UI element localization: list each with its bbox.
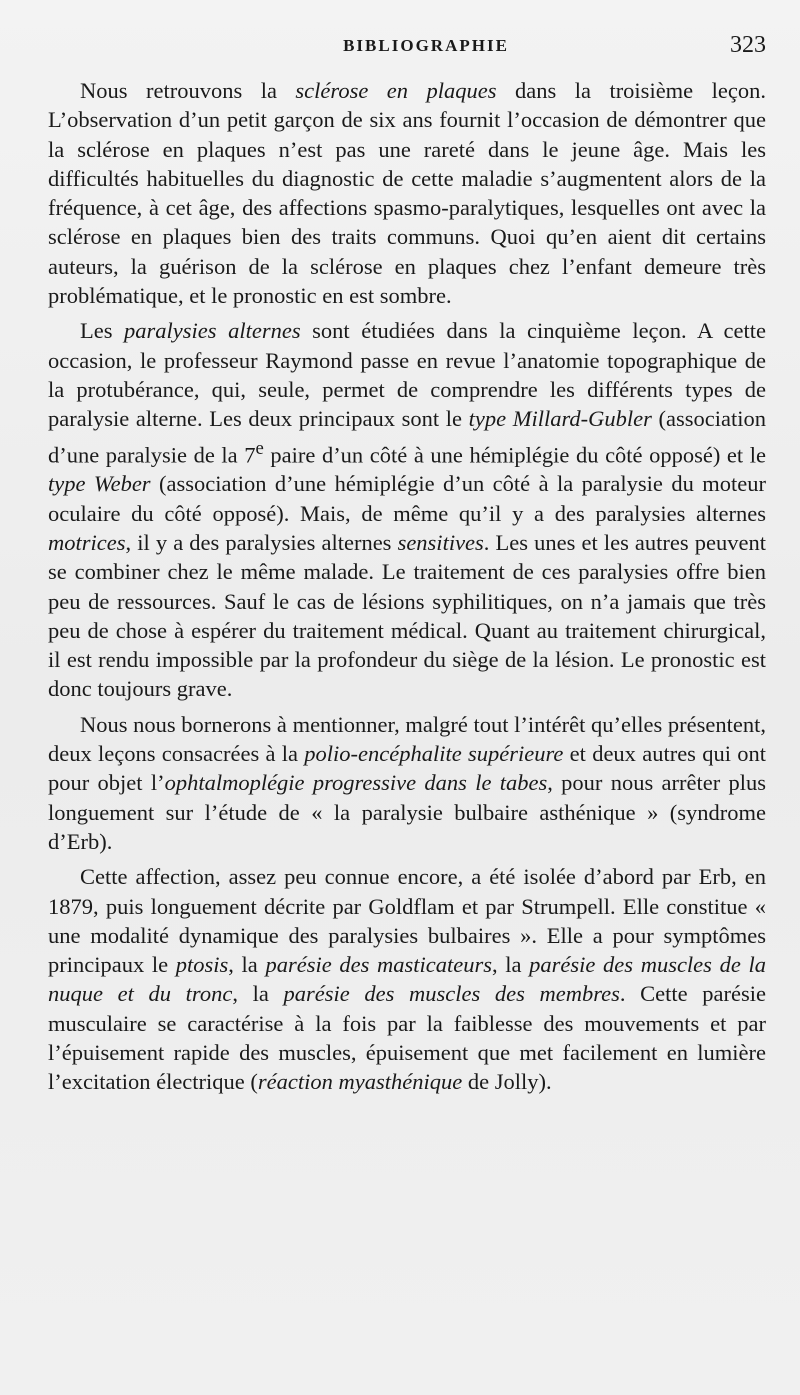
text-run: , pour nous arrêter plus longuement sur l’étude de « la paralysie bulbaire asthénique » (syndrome d’Erb).: [48, 770, 766, 854]
paragraph-polio-encephalite: [48, 710, 766, 856]
text-run: , la: [232, 981, 284, 1007]
italic-term: motrices: [48, 529, 126, 555]
italic-term: ptosis: [175, 952, 229, 978]
text-run: , la: [228, 952, 266, 978]
text-run: Cette affection, assez peu connue encore, a été isolée d’abord par Erb, en 1879, puis longuement décrite par Goldflam et par Strumpell. Elle constitue « une modalité dynamique des paralysies bulbaires ». Elle a pour symptômes principaux le: [48, 864, 766, 978]
italic-term: type Millard-Gubler: [468, 406, 652, 432]
text-run: paire d’un côté à une hémiplégie du côté opposé) et le: [263, 442, 766, 468]
italic-term: parésie des muscles des membres: [283, 981, 620, 1007]
text-run: . Les unes et les autres peuvent se combiner chez le même malade. Le traitement de ces paralysies offre bien peu de ressources. Sauf le cas de lésions syphilitiques, on n’a jamais que très peu de chose à espérer du traitement médical. Quant au traitement chirurgical, il est rendu impossible par la profondeur du siège de la lésion. Le pronostic est donc toujours grave.: [48, 529, 766, 702]
paragraph-sclerose: [48, 76, 766, 310]
italic-term: type Weber: [48, 471, 151, 497]
text-run: Nous retrouvons la: [80, 78, 296, 103]
italic-term: paralysies alternes: [124, 318, 301, 344]
page-number: 323: [730, 32, 766, 58]
italic-term: parésie des muscles de la nuque et du tronc: [48, 952, 766, 1007]
running-title: BIBLIOGRAPHIE: [343, 36, 509, 55]
text-run: . Cette parésie musculaire se caractérise à la fois par la faiblesse des mouvements et par l’épuisement rapide des muscles, épuisement que met facilement en lumière l’excitation électrique (: [48, 981, 766, 1095]
italic-term: polio-encéphalite supérieure: [304, 741, 564, 767]
paragraph-syndrome-erb: [48, 862, 766, 1096]
text-run: (association d’une paralysie de la 7: [48, 406, 767, 468]
italic-term: sclérose en plaques: [295, 78, 497, 103]
text-run: de Jolly).: [462, 1069, 552, 1095]
running-header: [48, 32, 766, 68]
text-run: (association d’une hémiplégie d’un côté à la paralysie du moteur oculaire du côté opposé). Mais, de même qu’il y a des paralysies alternes: [48, 471, 766, 526]
text-run: Les: [80, 318, 125, 344]
paragraph-paralysies-alternes: [48, 316, 766, 703]
italic-term: réaction myasthénique: [257, 1069, 463, 1095]
italic-term: sensitives: [397, 529, 484, 555]
text-run: , la: [491, 952, 530, 978]
text-run: dans la troisième leçon. L’observation d’un petit garçon de six ans fournit l’occasion de démontrer que la sclérose en plaques n’est pas une rareté dans le jeune âge. Mais les difficultés habituelles du diagnostic de cette maladie s’augmentent alors de la fréquence, à cet âge, des affections spasmo-paralytiques, lesquelles ont avec la sclérose en plaques bien des traits communs. Quoi qu’en aient dit certains auteurs, la guérison de la sclérose en plaques chez l’enfant demeure très problématique, et le pronostic en est sombre.: [48, 78, 766, 309]
text-run: et deux autres qui ont pour objet l’: [48, 741, 766, 796]
superscript: e: [255, 437, 264, 459]
italic-term: parésie des masticateurs: [265, 952, 492, 978]
text-run: , il y a des paralysies alternes: [125, 529, 398, 555]
text-run: sont étudiées dans la cinquième leçon. A cette occasion, le professeur Raymond passe en revue l’anatomie topographique de la protubérance, qui, seule, permet de comprendre les différents types de paralysie alterne. Les deux principaux sont le: [48, 318, 767, 432]
text-run: Nous nous bornerons à mentionner, malgré tout l’intérêt qu’elles présentent, deux leçons consacrées à la: [48, 711, 766, 767]
italic-term: ophtalmoplégie progressive dans le tabes: [164, 770, 548, 796]
body-text: [48, 76, 766, 1103]
